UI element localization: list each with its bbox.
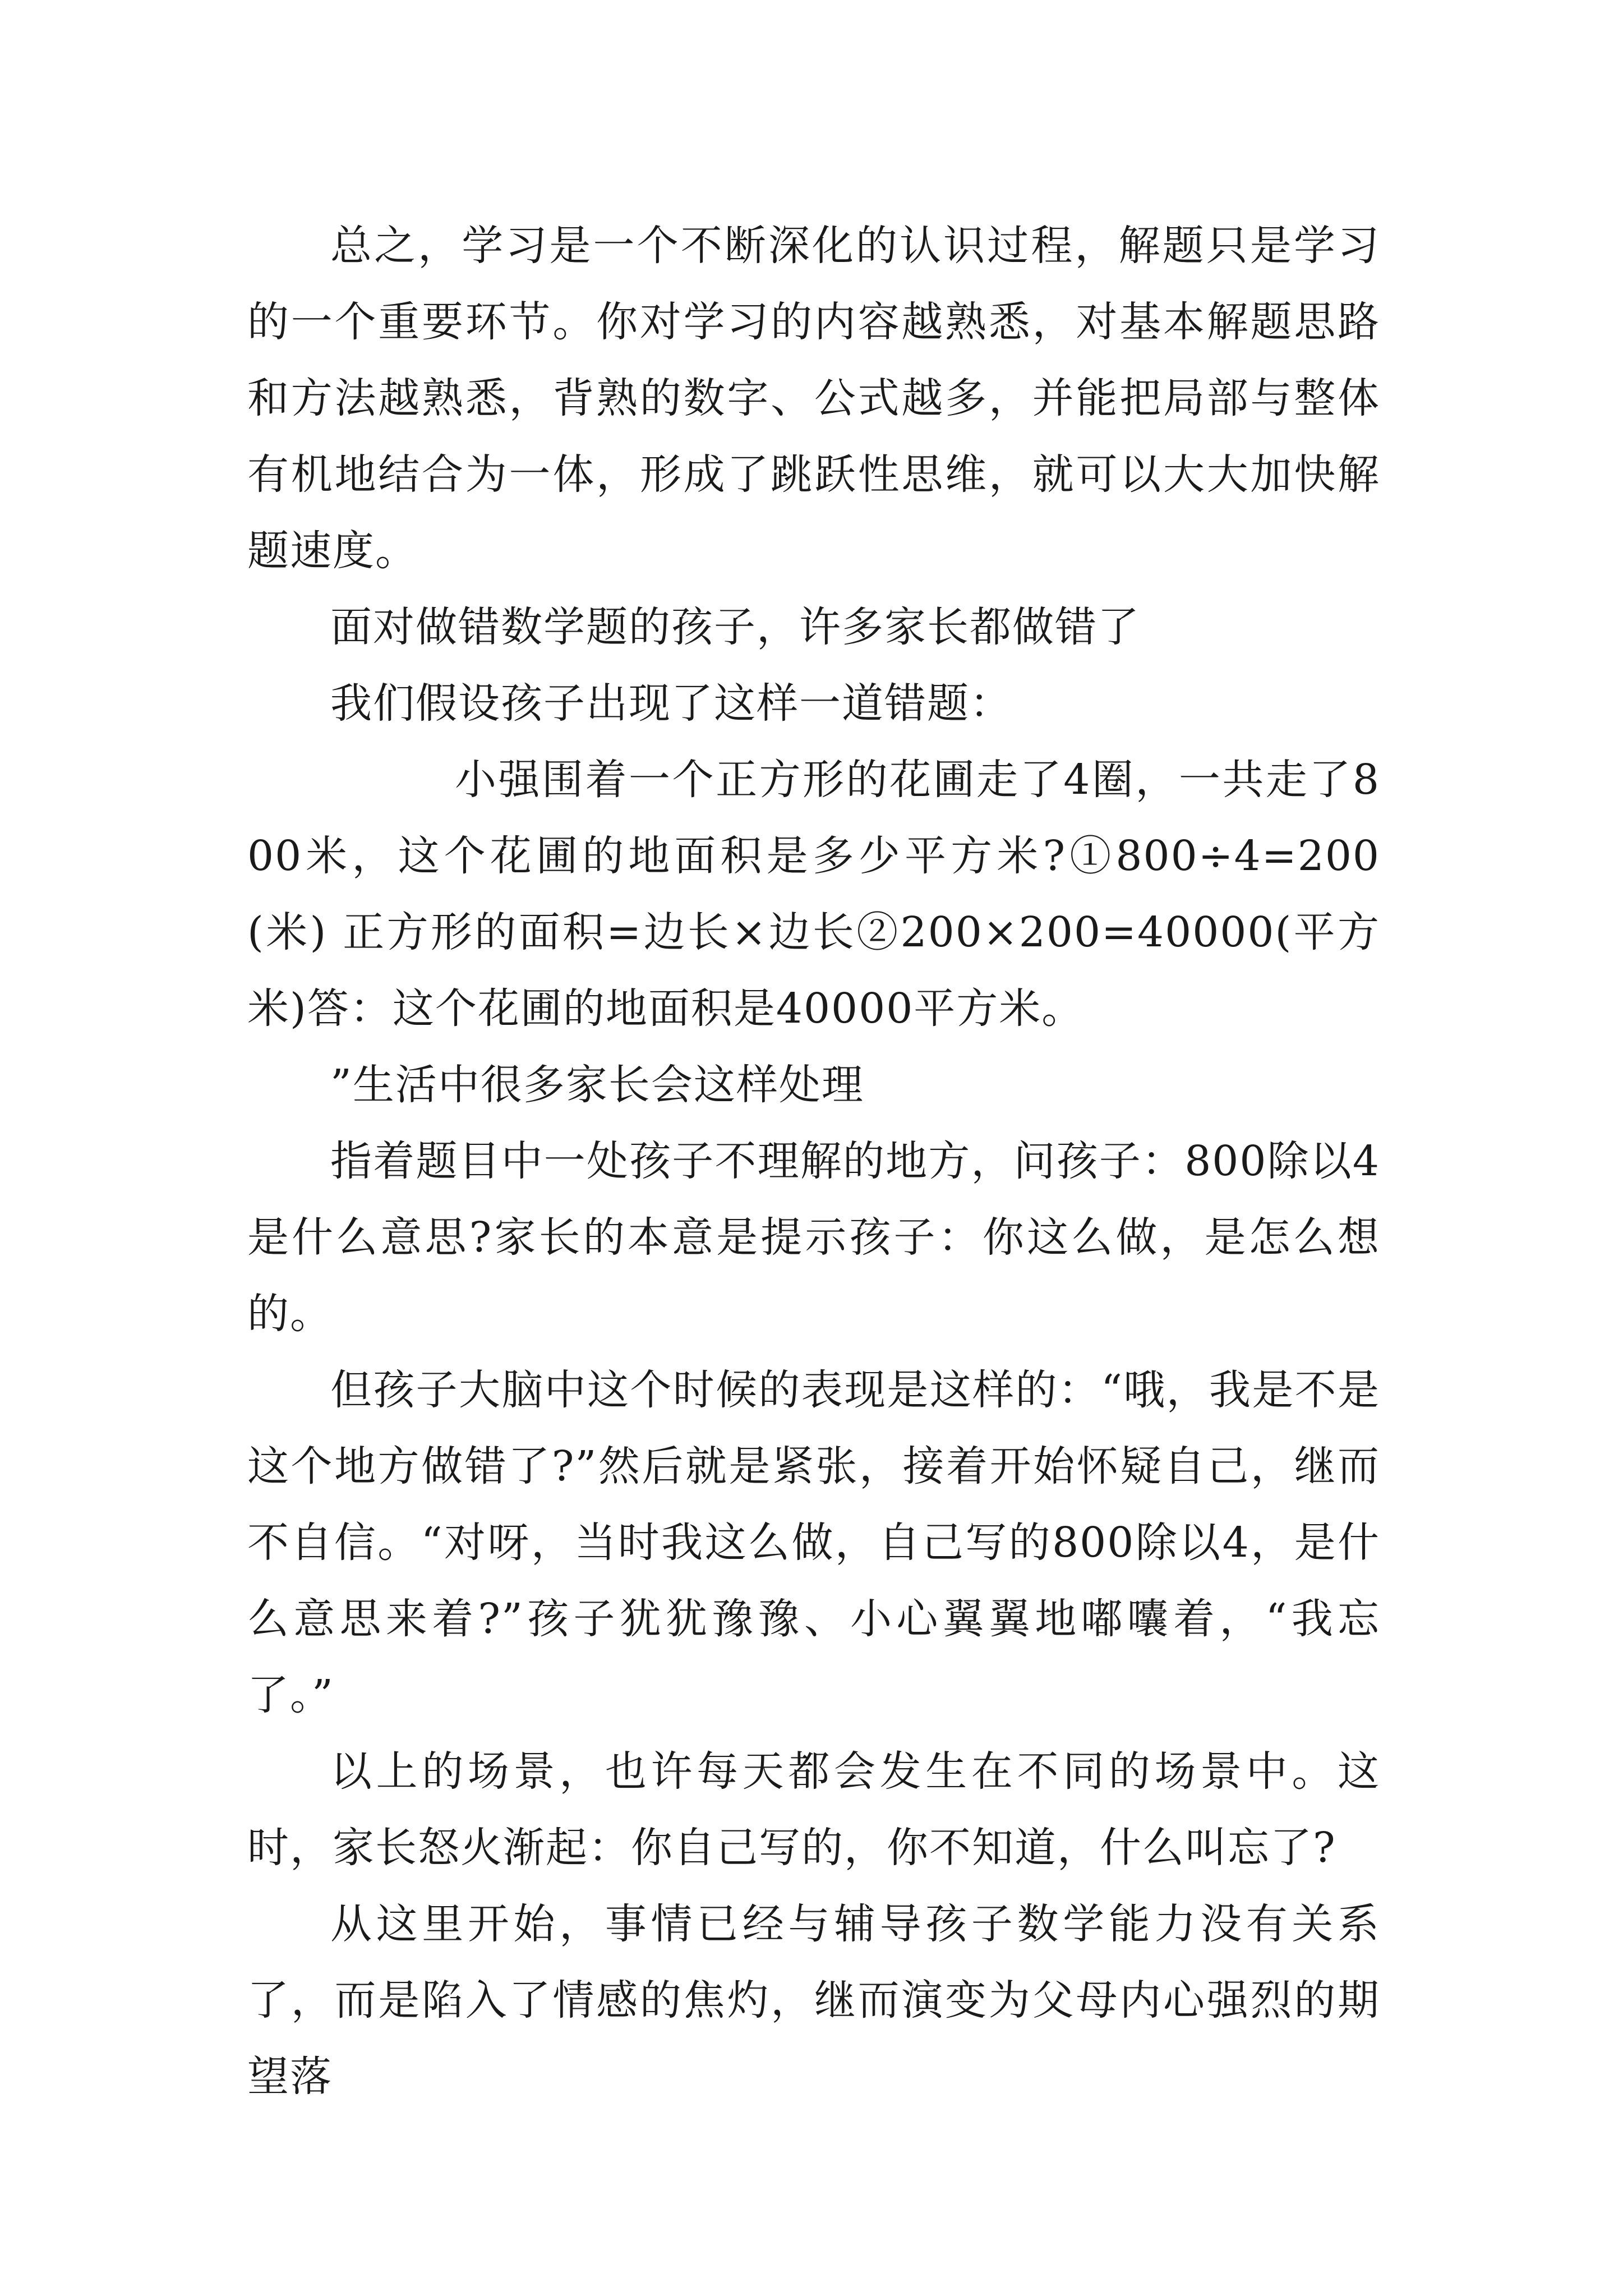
paragraph-intro: 我们假设孩子出现了这样一道错题： bbox=[330, 679, 1012, 728]
paragraph-problem: 小强围着一个正方形的花圃走了4圈，一共走了800米，这个花圃的地面积是多少平方米?①800÷4=200(米) 正方形的面积=边长×边长②200×200=40000(平方米)答：这个花圃的地面积是40000平方米。 bbox=[247, 756, 1380, 1033]
document-body bbox=[247, 208, 1380, 2115]
paragraph-conclusion: 从这里开始，事情已经与辅导孩子数学能力没有关系了，而是陷入了情感的焦灼，继而演变为父母内心强烈的期望落 bbox=[247, 1900, 1380, 2101]
paragraph-summary: 总之，学习是一个不断深化的认识过程，解题只是学习的一个重要环节。你对学习的内容越熟悉，对基本解题思路和方法越熟悉，背熟的数字、公式越多，并能把局部与整体有机地结合为一体，形成了跳跃性思维，就可以大大加快解题速度。 bbox=[247, 222, 1380, 575]
paragraph-scene: 以上的场景，也许每天都会发生在不同的场景中。这时，家长怒火渐起：你自己写的，你不知道，什么叫忘了? bbox=[247, 1747, 1380, 1872]
paragraph-child-reaction: 但孩子大脑中这个时候的表现是这样的：“哦，我是不是这个地方做错了?”然后就是紧张，接着开始怀疑自己，继而不自信。“对呀，当时我这么做，自己写的800除以4，是什么意思来着?”孩子犹犹豫豫、小心翼翼地嘟囔着，“我忘了。” bbox=[247, 1366, 1380, 1719]
paragraph-heading: 面对做错数学题的孩子，许多家长都做错了 bbox=[330, 603, 1140, 651]
paragraph-transition: ”生活中很多家长会这样处理 bbox=[330, 1061, 864, 1109]
paragraph-parent-question: 指着题目中一处孩子不理解的地方，问孩子：800除以4是什么意思?家长的本意是提示孩子：你这么做，是怎么想的。 bbox=[247, 1137, 1380, 1338]
